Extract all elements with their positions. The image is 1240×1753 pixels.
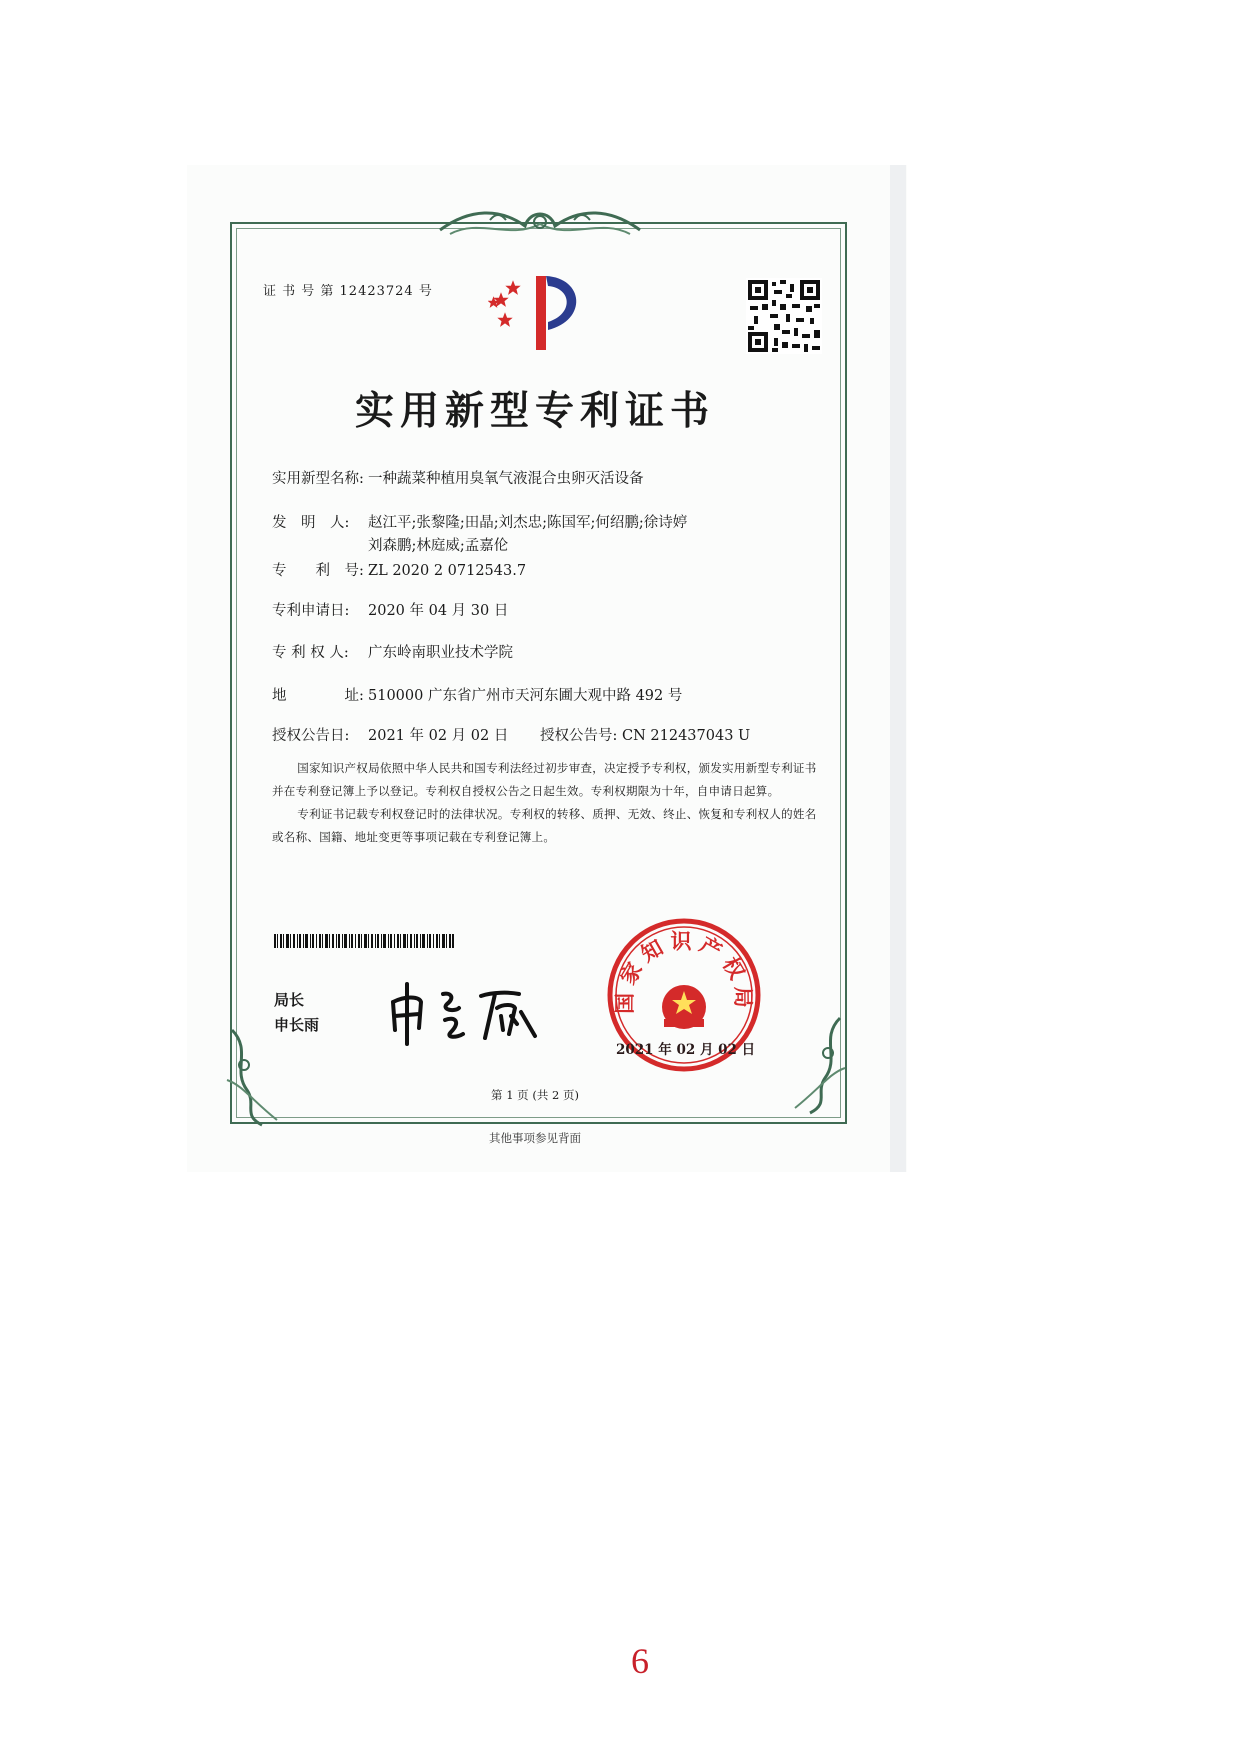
field-label: 实用新型名称: [272,471,364,487]
field-label: 专利申请日: [272,603,350,619]
top-ornament-icon [430,200,650,248]
field-value: 2020 年 04 月 30 日 [368,603,509,619]
field-label: 专 利 号: [272,563,364,579]
field-label: 专 利 权 人: [272,645,349,661]
certificate-number: 证 书 号 第 12423724 号 [263,284,433,299]
official-title: 局长 [274,991,305,1009]
field-value: 一种蔬菜种植用臭氧气液混合虫卵灭活设备 [368,471,644,487]
certificate-statement [272,757,820,849]
field-value: ZL 2020 2 0712543.7 [368,563,527,579]
official-block [274,988,319,1038]
official-name: 申长雨 [274,1016,320,1034]
field-label: 地 址: [272,688,364,704]
statement-paragraph: 专利证书记载专利权登记时的法律状况。专利权的转移、质押、无效、终止、恢复和专利权人的姓名或名称、国籍、地址变更等事项记载在专利登记簿上。 [272,807,817,844]
certificate-page-indicator: 第 1 页 (共 2 页) [491,1088,579,1102]
scan-edge-shadow [890,165,906,1172]
field-value: 510000 广东省广州市天河东圃大观中路 492 号 [368,688,683,704]
field-label: 授权公告号: [540,728,618,744]
field-inventors [272,512,687,558]
barcode-icon [274,934,454,948]
field-application-date [272,600,508,623]
cnipa-emblem-icon [488,268,598,354]
statement-paragraph: 国家知识产权局依照中华人民共和国专利法经过初步审查，决定授予专利权，颁发实用新型专利证书并在专利登记簿上予以登记。专利权自授权公告之日起生效。专利权期限为十年，自申请日起算。 [272,761,817,798]
svg-text:国家知识产权局: 国家知识产权局 [612,929,756,1014]
field-value: 赵江平;张黎隆;田晶;刘杰忠;陈国军;何绍鹏;徐诗婷 [368,515,688,531]
field-address [272,685,682,708]
field-label: 授权公告日: [272,728,350,744]
field-value: 2021 年 02 月 02 日 [368,728,509,744]
qr-code-icon[interactable] [746,278,822,354]
field-value-continued: 刘森鹏;林庭威;孟嘉伦 [368,538,509,554]
certificate-title: 实用新型专利证书 [354,389,715,434]
field-label: 发 明 人: [272,515,350,531]
field-value: 广东岭南职业技术学院 [368,645,513,661]
signature-icon [385,972,545,1052]
field-utility-model-name [272,468,644,491]
seal-date: 2021 年 02 月 02 日 [616,1042,756,1058]
field-patentee [272,642,513,665]
field-publication-number [540,725,750,748]
field-grant-date [272,725,508,748]
page-number: 6 [631,1641,649,1681]
field-patent-number [272,560,526,583]
field-value: CN 212437043 U [622,728,751,744]
footer-note: 其他事项参见背面 [489,1131,581,1145]
